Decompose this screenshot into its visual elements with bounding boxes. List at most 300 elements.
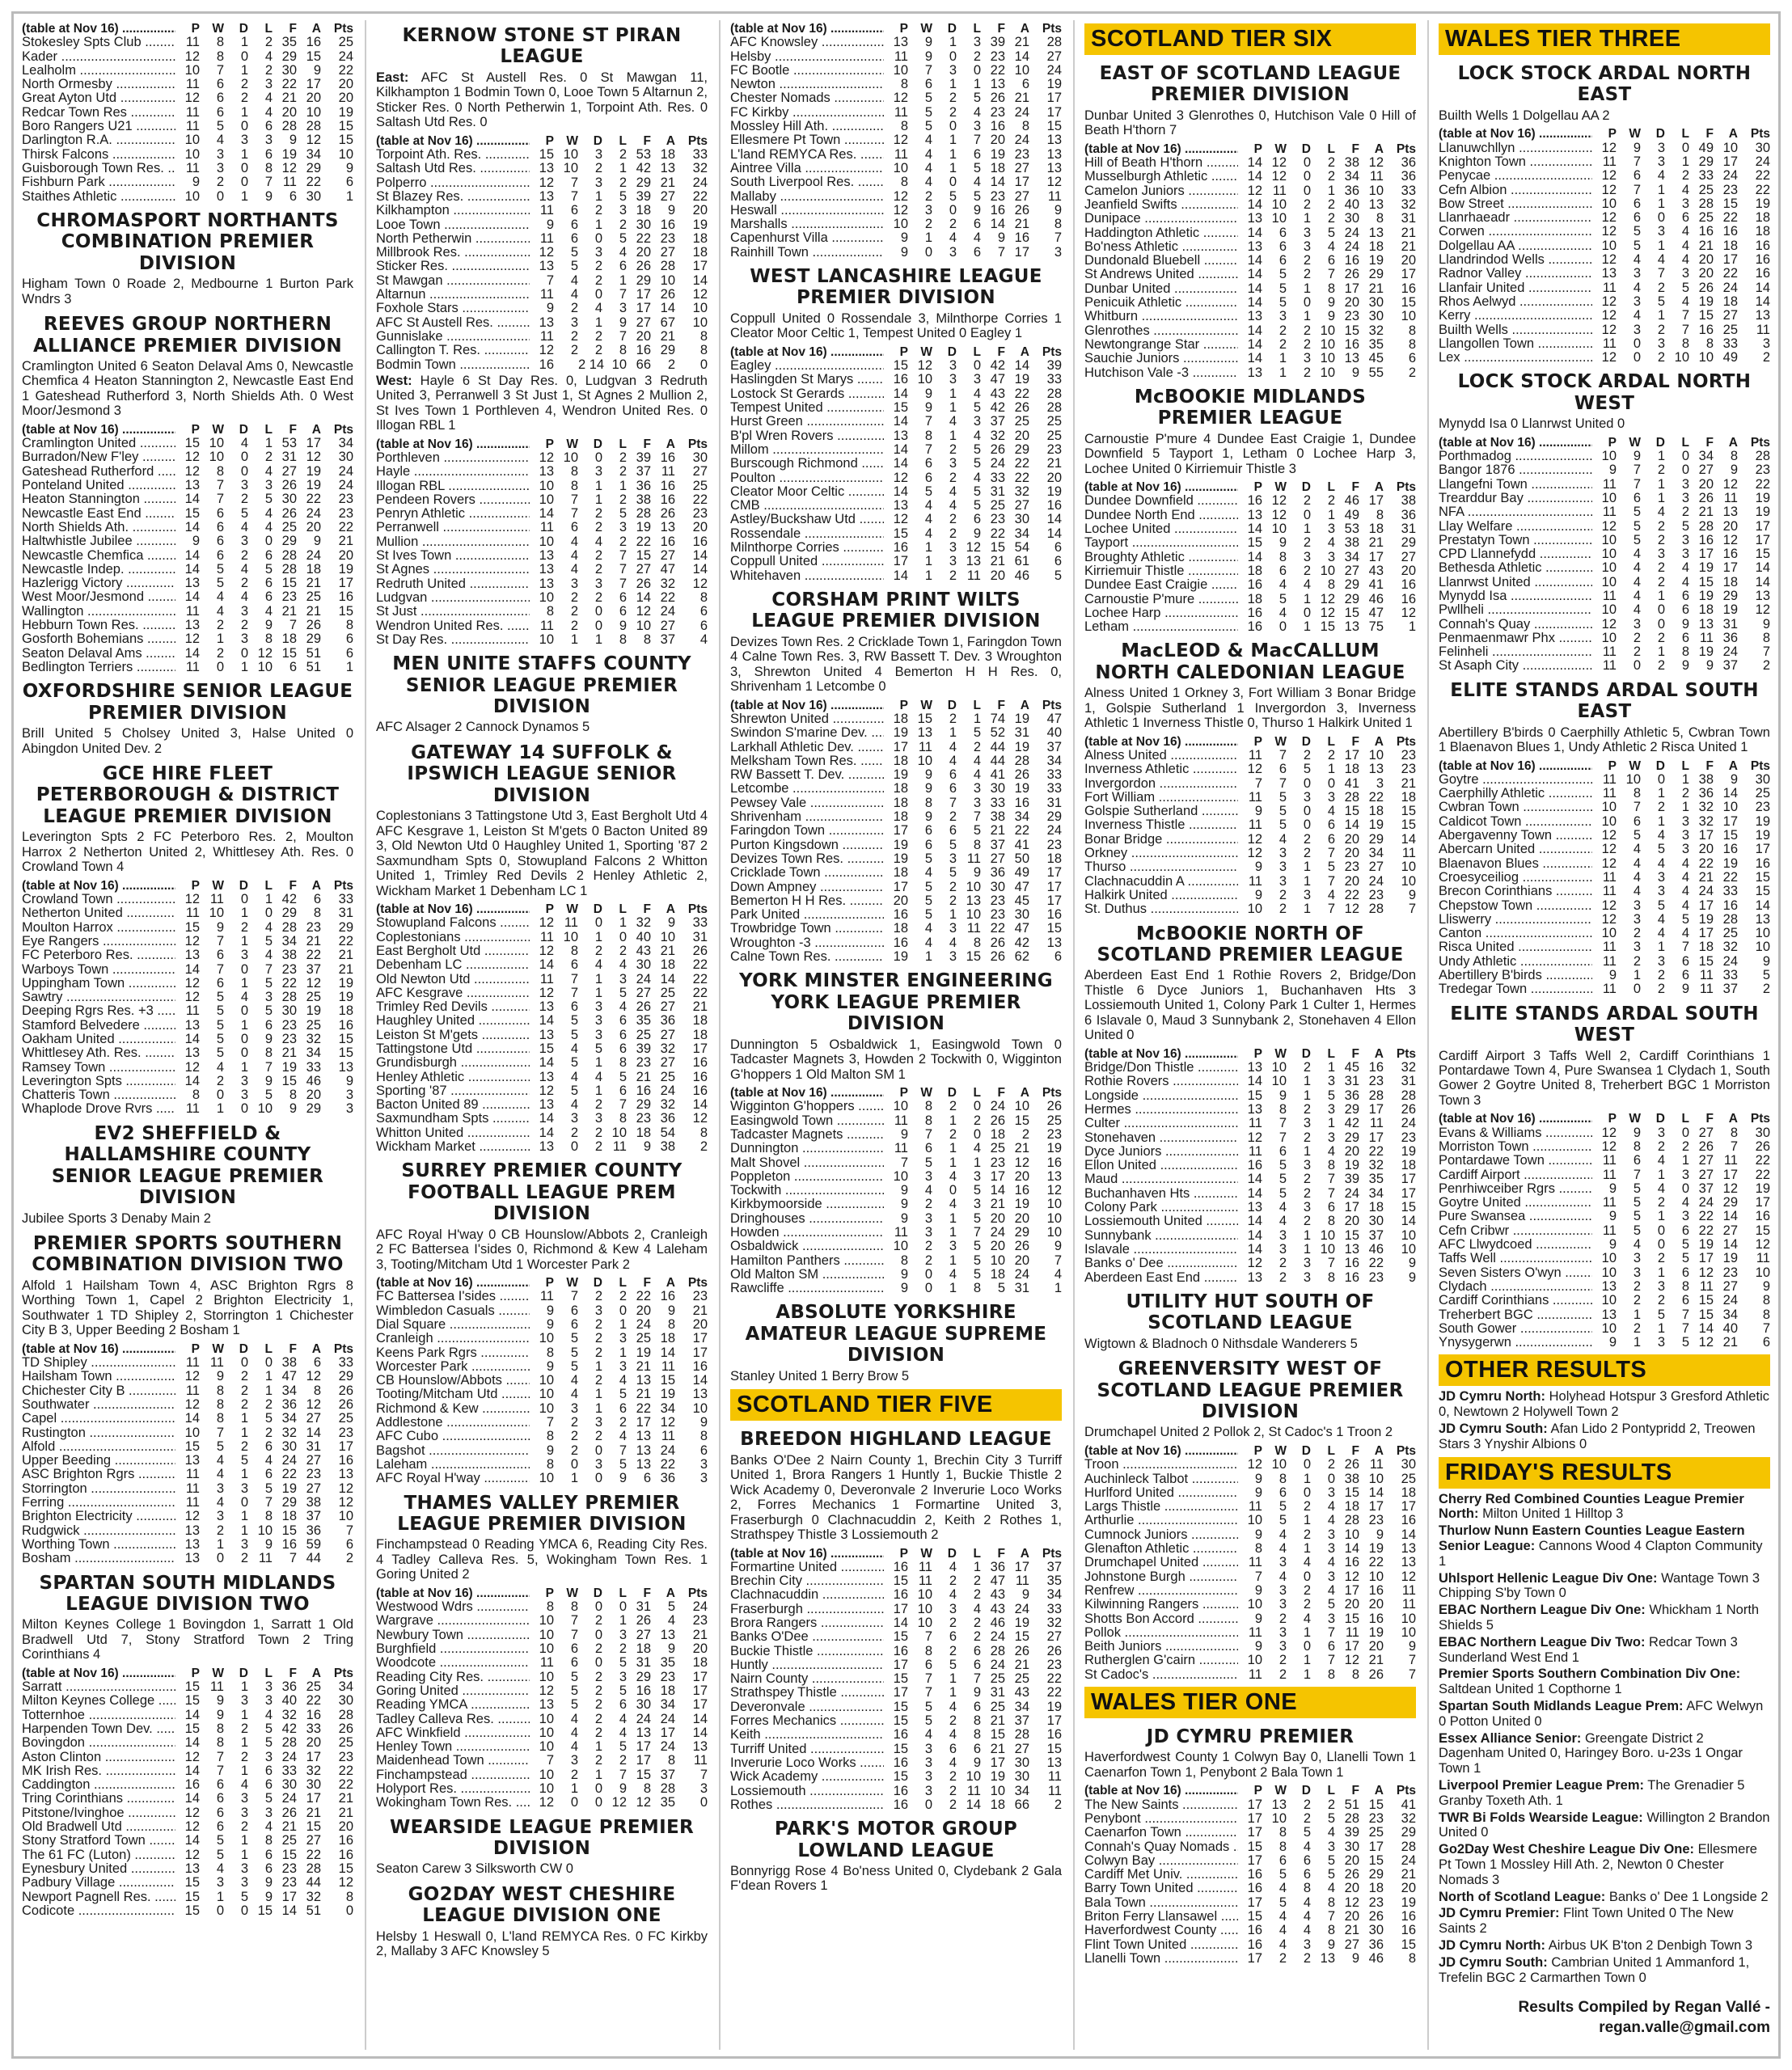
team-name: Croesyceiliog ..... xyxy=(1439,871,1592,885)
stat-l: 7 xyxy=(973,1224,981,1240)
league-heading: ELITE STANDS ARDAL SOUTH WEST xyxy=(1450,1003,1759,1046)
stat-l: 1 xyxy=(1327,507,1335,522)
stat-w: 0 xyxy=(1278,619,1287,635)
stat-l: 8 xyxy=(1681,1278,1689,1294)
stat-f: 22 xyxy=(1698,1209,1714,1224)
stat-p: 15 xyxy=(893,1741,908,1756)
stat-pts: 21 xyxy=(338,948,353,963)
table-header xyxy=(730,345,1062,359)
stat-l: 3 xyxy=(1327,1541,1335,1557)
results-scores: Greengate District 2 Dagenham United 0, Haringey Boro. u-23s 1 Ongar Town 1 xyxy=(1439,1730,1743,1776)
stat-f: 12 xyxy=(1344,1569,1359,1584)
stat-p: 9 xyxy=(1254,860,1262,875)
stat-pts: 13 xyxy=(1755,911,1770,927)
table-row xyxy=(22,1694,353,1708)
stat-d: 3 xyxy=(1657,336,1665,351)
stat-pts: 23 xyxy=(692,1613,708,1629)
table-row xyxy=(1439,1336,1770,1350)
stat-l: 5 xyxy=(973,188,981,204)
stat-pts: 19 xyxy=(1755,1181,1770,1196)
stat-p: 16 xyxy=(893,907,908,923)
stat-l: 4 xyxy=(264,1707,273,1722)
stat-f: 47 xyxy=(281,1369,297,1384)
stat-w: 8 xyxy=(216,1735,224,1751)
stat-p: 11 xyxy=(1248,817,1262,833)
stat-l: 6 xyxy=(1327,1639,1335,1654)
section-banner: WALES TIER THREE xyxy=(1439,23,1770,55)
results-text xyxy=(376,1861,708,1876)
stat-l: 4 xyxy=(1327,887,1335,902)
team-name: FC Battersea I'sides ..... xyxy=(376,1290,530,1303)
team-name: Bovingdon ..... xyxy=(22,1736,175,1750)
table-header xyxy=(1084,1444,1416,1458)
column-header: D xyxy=(1301,1443,1311,1458)
table-row xyxy=(730,1198,1062,1211)
stat-a: 18 xyxy=(306,561,321,577)
table-row xyxy=(376,1444,708,1458)
stat-w: 5 xyxy=(1278,295,1287,310)
team-name: Cricklade Town ..... xyxy=(730,866,884,880)
stat-f: 13 xyxy=(990,77,1005,92)
stat-d: 3 xyxy=(594,1415,602,1430)
stat-pts: 16 xyxy=(692,1083,708,1098)
stat-w: 13 xyxy=(917,725,932,741)
stat-w: 7 xyxy=(216,1763,224,1778)
results-text xyxy=(376,70,708,130)
stat-f: 29 xyxy=(281,534,297,549)
stat-l: 4 xyxy=(619,1429,627,1444)
stat-a: 35 xyxy=(660,1655,675,1671)
stat-a: 18 xyxy=(1722,238,1738,253)
stat-a: 27 xyxy=(1014,160,1029,175)
team-name: Bala Town ..... xyxy=(1084,1896,1238,1910)
team-name: Dringhouses ..... xyxy=(730,1212,884,1226)
stat-f: 27 xyxy=(1698,1167,1714,1182)
stat-a: 11 xyxy=(1723,490,1738,505)
league-heading: GATEWAY 14 SUFFOLK & IPSWICH LEAGUE SENIOR DIVISION xyxy=(407,741,677,806)
table-row xyxy=(1084,1061,1416,1075)
stat-p: 12 xyxy=(1247,1256,1262,1271)
stat-a: 14 xyxy=(1722,1209,1738,1224)
stat-d: 1 xyxy=(1303,1088,1311,1103)
stat-w: 6 xyxy=(1633,490,1641,505)
team-name: CMB ..... xyxy=(730,499,884,513)
stat-d: 2 xyxy=(594,589,602,605)
column-header: D xyxy=(593,1276,602,1291)
stat-d: 0 xyxy=(1303,295,1311,310)
stat-d: 2 xyxy=(1303,1797,1311,1812)
stat-f: 30 xyxy=(281,1438,297,1454)
table-row xyxy=(376,288,708,302)
table-row xyxy=(1439,645,1770,659)
stat-p: 14 xyxy=(1247,1214,1262,1229)
stat-f: 11 xyxy=(1699,1278,1714,1294)
stat-a: 6 xyxy=(1021,77,1029,92)
stat-p: 13 xyxy=(1247,239,1262,254)
stat-f: 21 xyxy=(636,1069,651,1084)
stat-p: 11 xyxy=(539,971,554,986)
stat-d: 1 xyxy=(1303,619,1311,635)
stat-pts: 23 xyxy=(1046,441,1062,457)
stat-d: 2 xyxy=(1303,535,1311,551)
league-table xyxy=(1084,735,1416,917)
stat-l: 8 xyxy=(1327,281,1335,296)
stat-p: 13 xyxy=(1247,365,1262,380)
team-name: Bemerton H H Res. ..... xyxy=(730,894,884,908)
stat-w: 4 xyxy=(924,146,932,162)
stat-w: 6 xyxy=(216,77,224,92)
team-name: Dunnington ..... xyxy=(730,1142,884,1155)
stat-a: 25 xyxy=(306,990,321,1005)
stat-pts: 19 xyxy=(1401,1895,1416,1910)
stat-l: 4 xyxy=(1681,224,1689,239)
stat-l: 3 xyxy=(264,1693,273,1709)
stat-a: 16 xyxy=(1368,1582,1384,1598)
stat-f: 24 xyxy=(281,1749,297,1764)
stat-pts: 38 xyxy=(1401,493,1416,509)
stat-p: 11 xyxy=(185,1101,200,1117)
stat-f: 38 xyxy=(1698,771,1714,787)
table-row xyxy=(730,839,1062,852)
stat-l: 0 xyxy=(619,1303,627,1318)
stat-p: 15 xyxy=(893,400,908,416)
stat-f: 26 xyxy=(636,999,651,1015)
stat-f: 16 xyxy=(1344,1256,1359,1271)
stat-a: 28 xyxy=(660,1781,675,1796)
stat-p: 8 xyxy=(900,77,908,92)
stat-l: 3 xyxy=(973,781,981,796)
stat-w: 8 xyxy=(924,795,932,810)
stat-f: 24 xyxy=(1698,1195,1714,1210)
results-label: Liverpool Premier League Prem: xyxy=(1439,1777,1645,1793)
stat-a: 9 xyxy=(313,62,321,78)
results-scores: Helsby 1 Heswall 0, L'land REMYCA Res. 0 FC Kirkby 2, Mallaby 3 AFC Knowsley 5 xyxy=(376,1928,708,1959)
stat-d: 2 xyxy=(1303,1172,1311,1187)
stat-a: 29 xyxy=(1368,267,1384,282)
stat-p: 12 xyxy=(1247,1130,1262,1145)
stat-pts: 10 xyxy=(692,1400,708,1416)
stat-pts: 20 xyxy=(692,1641,708,1657)
stat-a: 44 xyxy=(306,1875,321,1890)
table-row xyxy=(730,741,1062,754)
stat-p: 11 xyxy=(1602,771,1617,787)
column-header: L xyxy=(619,133,627,148)
stat-w: 4 xyxy=(924,175,932,190)
stat-pts: 15 xyxy=(1755,884,1770,899)
stat-w: 2 xyxy=(1278,1950,1287,1966)
stat-w: 4 xyxy=(1278,831,1287,847)
stat-f: 38 xyxy=(1344,535,1359,551)
stat-d: 2 xyxy=(1303,1810,1311,1826)
table-row xyxy=(22,1061,353,1075)
team-name: North Ormesby ..... xyxy=(22,78,175,91)
stat-pts: 16 xyxy=(1755,266,1770,281)
stat-d: 2 xyxy=(594,548,602,564)
stat-d: 5 xyxy=(1657,898,1665,913)
stat-a: 51 xyxy=(306,659,321,674)
stat-w: 8 xyxy=(924,428,932,443)
stat-w: 8 xyxy=(216,1721,224,1736)
stat-a: 9 xyxy=(667,1641,675,1657)
team-name: Haslingden St Marys ..... xyxy=(730,373,884,387)
stat-a: 20 xyxy=(1014,1210,1029,1226)
team-name: Goytre United ..... xyxy=(1439,1196,1592,1210)
stat-d: 2 xyxy=(949,1713,957,1729)
table-row xyxy=(1084,1938,1416,1952)
stat-l: 7 xyxy=(973,1671,981,1687)
stat-w: 3 xyxy=(924,1769,932,1785)
table-date-label: (table at Nov 16) ..... xyxy=(1084,1444,1238,1458)
stat-l: 6 xyxy=(973,1699,981,1714)
stat-l: 1 xyxy=(1327,762,1335,777)
team-name: Sticker Res. ..... xyxy=(376,260,530,273)
stat-w: 8 xyxy=(1278,1471,1287,1486)
table-row xyxy=(730,513,1062,526)
stat-p: 13 xyxy=(539,464,554,479)
stat-f: 23 xyxy=(281,1861,297,1876)
stat-w: 9 xyxy=(216,1369,224,1384)
stat-f: 36 xyxy=(990,865,1005,881)
table-row xyxy=(376,1684,708,1698)
stat-f: 43 xyxy=(990,386,1005,401)
table-row xyxy=(1084,875,1416,889)
stat-d: 2 xyxy=(949,512,957,527)
stat-f: 29 xyxy=(281,49,297,64)
stat-l: 2 xyxy=(973,49,981,64)
stat-pts: 12 xyxy=(1046,175,1062,190)
stat-pts: 11 xyxy=(1047,188,1062,204)
stat-d: 4 xyxy=(240,1777,248,1793)
table-date-label: (table at Nov 16) ..... xyxy=(1084,142,1238,156)
stat-d: 1 xyxy=(949,400,957,416)
stat-d: 2 xyxy=(1657,630,1665,645)
team-name: Banks o' Dee ..... xyxy=(1084,1257,1238,1270)
stat-l: 6 xyxy=(264,1017,273,1033)
team-name: Trimley Red Devils ..... xyxy=(376,1000,530,1014)
stat-p: 12 xyxy=(1601,252,1617,268)
stat-f: 7 xyxy=(997,244,1005,260)
stat-pts: 8 xyxy=(1054,217,1062,232)
stat-w: 2 xyxy=(924,1253,932,1268)
stat-d: 0 xyxy=(594,1443,602,1458)
league-table xyxy=(1439,759,1770,997)
stat-d: 3 xyxy=(1303,887,1311,902)
stat-w: 5 xyxy=(1278,1158,1287,1173)
stat-a: 8 xyxy=(1376,211,1384,226)
stat-f: 23 xyxy=(636,1111,651,1126)
table-date-label: (table at Nov 16) ..... xyxy=(376,1586,530,1600)
stat-p: 8 xyxy=(546,1599,554,1615)
stat-a: 17 xyxy=(306,77,321,92)
stat-d: 4 xyxy=(1303,1839,1311,1854)
stat-f: 39 xyxy=(636,188,651,204)
stat-l: 9 xyxy=(619,618,627,633)
stat-p: 18 xyxy=(893,809,908,825)
stat-p: 12 xyxy=(184,1059,200,1075)
stat-pts: 14 xyxy=(1755,898,1770,913)
stat-f: 29 xyxy=(1344,1130,1359,1145)
table-row xyxy=(1084,254,1416,268)
stat-f: 29 xyxy=(1344,577,1359,593)
stat-f: 23 xyxy=(281,1875,297,1890)
stat-l: 8 xyxy=(1681,336,1689,351)
stat-f: 23 xyxy=(990,104,1005,120)
table-row xyxy=(1084,1117,1416,1130)
column-header: F xyxy=(997,1086,1005,1100)
stat-p: 8 xyxy=(192,1088,200,1103)
stat-pts: 26 xyxy=(692,943,708,958)
stat-p: 11 xyxy=(185,1383,200,1398)
column-header: A xyxy=(311,1341,321,1356)
stat-a: 24 xyxy=(1722,280,1738,295)
league-table xyxy=(730,1547,1062,1813)
stat-w: 4 xyxy=(924,1183,932,1198)
table-row xyxy=(730,64,1062,78)
stat-a: 9 xyxy=(667,915,675,931)
stat-l: 9 xyxy=(1327,309,1335,324)
table-row xyxy=(22,1102,353,1116)
stat-p: 13 xyxy=(893,35,908,50)
league-heading: McBOOKIE NORTH OF SCOTLAND PREMIER LEAGUE xyxy=(1097,923,1404,965)
table-row xyxy=(1084,847,1416,860)
stat-f: 42 xyxy=(281,892,297,907)
stat-pts: 0 xyxy=(345,1903,353,1918)
stat-f: 17 xyxy=(1344,281,1359,296)
stat-d: 3 xyxy=(594,576,602,591)
stat-f: 26 xyxy=(281,505,297,521)
stat-a: 15 xyxy=(1014,1113,1029,1128)
stat-pts: 12 xyxy=(338,1481,353,1496)
stat-pts: 12 xyxy=(692,287,708,302)
team-name: AFC Cubo ..... xyxy=(376,1430,530,1443)
table-row xyxy=(1439,589,1770,603)
stat-d: 2 xyxy=(949,1769,957,1785)
results-text xyxy=(376,809,708,898)
stat-f: 34 xyxy=(1344,169,1359,184)
stat-w: 6 xyxy=(924,77,932,92)
stat-pts: 15 xyxy=(338,1032,353,1046)
stat-f: 22 xyxy=(281,77,297,92)
stat-w: 1 xyxy=(924,949,932,964)
stat-pts: 16 xyxy=(338,1833,353,1848)
column-header: F xyxy=(1351,734,1359,749)
stat-d: 4 xyxy=(240,990,248,1005)
stat-d: 1 xyxy=(240,1411,248,1426)
stat-pts: 21 xyxy=(338,961,353,977)
stat-pts: 47 xyxy=(1046,711,1062,726)
stat-f: 26 xyxy=(281,478,297,493)
table-row xyxy=(22,619,353,632)
column-header: W xyxy=(1274,142,1287,156)
column-header: L xyxy=(973,698,981,712)
stat-pts: 13 xyxy=(1046,160,1062,175)
team-name: Burscough Richmond ..... xyxy=(730,457,884,471)
stat-w: 2 xyxy=(570,604,578,619)
stat-d: 3 xyxy=(240,1693,248,1709)
stat-pts: 29 xyxy=(1401,535,1416,551)
table-header xyxy=(376,134,708,148)
team-name: Banks O'Dee ..... xyxy=(730,1630,884,1644)
stat-f: 26 xyxy=(1344,1867,1359,1882)
stat-a: 21 xyxy=(306,603,321,619)
team-name: Mossley Hill Ath. ..... xyxy=(730,120,884,133)
stat-f: 24 xyxy=(281,1453,297,1468)
stat-w: 5 xyxy=(216,1847,224,1862)
stat-f: 21 xyxy=(1698,869,1714,885)
stat-d: 2 xyxy=(1303,1185,1311,1201)
stat-f: 17 xyxy=(1344,1639,1359,1654)
stat-a: 66 xyxy=(1014,1797,1029,1812)
stat-w: 8 xyxy=(216,1383,224,1398)
column-header: L xyxy=(1681,758,1689,773)
table-row xyxy=(22,1384,353,1398)
stat-l: 9 xyxy=(264,1536,273,1552)
stat-p: 11 xyxy=(1248,1499,1262,1514)
stat-w: 6 xyxy=(1278,1852,1287,1868)
table-row xyxy=(1084,805,1416,818)
stat-d: 2 xyxy=(949,1615,957,1630)
table-date-label: (table at Nov 16) ..... xyxy=(22,1667,175,1680)
stat-a: 14 xyxy=(660,301,675,316)
stat-a: 30 xyxy=(1368,309,1384,324)
results-text xyxy=(1084,686,1416,730)
column-header: P xyxy=(1608,758,1617,773)
stat-f: 17 xyxy=(1698,926,1714,941)
stat-d: 2 xyxy=(240,618,248,633)
team-name: Bedlington Terriers ..... xyxy=(22,661,175,674)
column-header: L xyxy=(1327,734,1335,749)
stat-d: 3 xyxy=(240,534,248,549)
stat-w: 7 xyxy=(1278,1130,1287,1145)
stat-w: 5 xyxy=(216,1032,224,1046)
results-text xyxy=(1439,1603,1770,1633)
table-row xyxy=(22,1019,353,1033)
column-header: D xyxy=(593,902,602,917)
table-row xyxy=(730,1100,1062,1113)
stat-d: 1 xyxy=(949,386,957,401)
stat-d: 0 xyxy=(594,230,602,246)
table-row xyxy=(22,1454,353,1468)
stat-pts: 8 xyxy=(345,618,353,633)
stat-f: 19 xyxy=(281,146,297,162)
stat-f: 27 xyxy=(1344,563,1359,578)
table-row xyxy=(1439,1126,1770,1140)
team-name: Addlestone ..... xyxy=(376,1416,530,1430)
column-header: A xyxy=(1374,480,1384,495)
stat-d: 2 xyxy=(1657,800,1665,815)
stat-w: 7 xyxy=(1633,800,1641,815)
stat-f: 17 xyxy=(636,301,651,316)
column-header: Pts xyxy=(1396,734,1416,749)
stat-f: 27 xyxy=(1698,463,1714,478)
column-header: P xyxy=(899,344,908,359)
stat-d: 0 xyxy=(1303,1457,1311,1472)
table-row xyxy=(376,465,708,479)
table-row xyxy=(1439,829,1770,843)
team-name: Saltash Utd Res. ..... xyxy=(376,162,530,175)
stat-d: 1 xyxy=(1303,1667,1311,1682)
stat-d: 1 xyxy=(1303,1624,1311,1640)
stat-pts: 19 xyxy=(338,990,353,1005)
stat-l: 4 xyxy=(619,1711,627,1726)
stat-a: 22 xyxy=(1722,210,1738,226)
stat-a: 45 xyxy=(1368,351,1384,366)
stat-pts: 2 xyxy=(699,1139,708,1155)
stat-f: 14 xyxy=(1344,817,1359,833)
stat-pts: 13 xyxy=(1046,146,1062,162)
column-header: A xyxy=(311,1666,321,1680)
stat-w: 12 xyxy=(1271,493,1287,509)
